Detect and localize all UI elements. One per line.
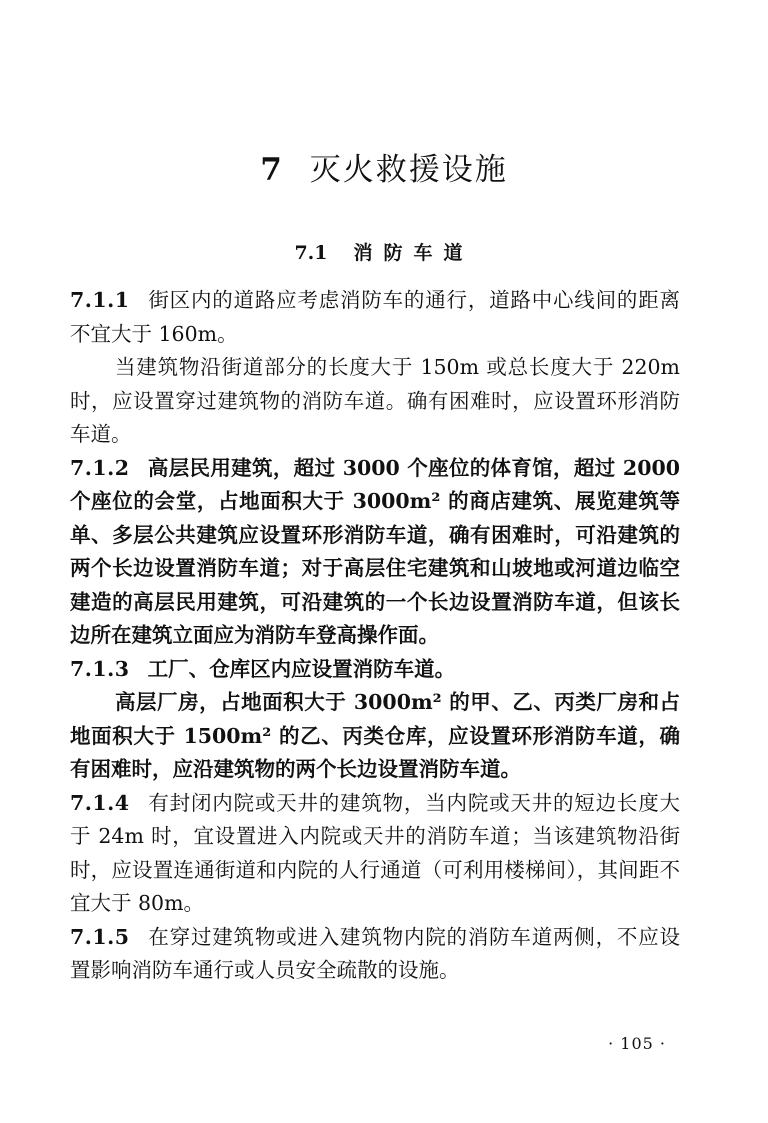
section-title xyxy=(0,238,768,265)
clause-paragraph: 当建筑物沿街道部分的长度大于 150m 或总长度大于 220m 时，应设置穿过建筑物的消防车道。确有困难时，应设置环形消防车道。 xyxy=(70,355,680,446)
section-number: 7.1 xyxy=(294,242,328,264)
chapter-title-text: 灭火救援设施 xyxy=(309,152,508,188)
clause-number: 7.1.1 xyxy=(70,288,130,312)
clause-7-1-1 xyxy=(70,284,680,351)
chapter-title xyxy=(0,144,768,189)
clause-text: 在穿过建筑物或进入建筑物内院的消防车道两侧，不应设置影响消防车通行或人员安全疏散的设施。 xyxy=(70,924,680,982)
clause-text: 有封闭内院或天井的建筑物，当内院或天井的短边长度大于 24m 时，宜设置进入内院或天井的消防车道；当该建筑物沿街时，应设置连通街道和内院的人行通道（可利用楼梯间），其间距不宜大于 80m。 xyxy=(70,790,680,915)
clause-number: 7.1.3 xyxy=(70,656,130,681)
chapter-number: 7 xyxy=(260,152,284,188)
clause-7-1-3 xyxy=(70,653,680,687)
clause-number: 7.1.5 xyxy=(70,924,130,949)
clause-text: 街区内的道路应考虑消防车的通行，道路中心线间的距离不宜大于 160m。 xyxy=(70,288,680,346)
clause-number: 7.1.4 xyxy=(70,790,130,815)
clause-text: 工厂、仓库区内应设置消防车道。 xyxy=(147,656,456,681)
clause-7-1-4 xyxy=(70,787,680,921)
clause-paragraph: 高层厂房，占地面积大于 3000m² 的甲、乙、丙类厂房和占地面积大于 1500m² 的乙、丙类仓库，应设置环形消防车道，确有困难时，应沿建筑物的两个长边设置消防车道。 xyxy=(70,690,680,781)
section-title-text: 消防车道 xyxy=(353,242,474,264)
clause-7-1-2 xyxy=(70,452,680,653)
body-text xyxy=(70,284,680,988)
page-number: · 105 · xyxy=(608,1034,666,1053)
clause-7-1-5 xyxy=(70,921,680,988)
clause-text: 高层民用建筑，超过 3000 个座位的体育馆，超过 2000 个座位的会堂，占地面积大于 3000m² 的商店建筑、展览建筑等单、多层公共建筑应设置环形消防车道，确有困难时，可沿建筑的两个长边设置消防车道；对于高层住宅建筑和山坡地或河道边临空建造的高层民用建筑，可沿建筑的一个长边设置消防车道，但该长边所在建筑立面应为消防车登高操作面。 xyxy=(70,455,680,647)
clause-number: 7.1.2 xyxy=(70,455,130,480)
